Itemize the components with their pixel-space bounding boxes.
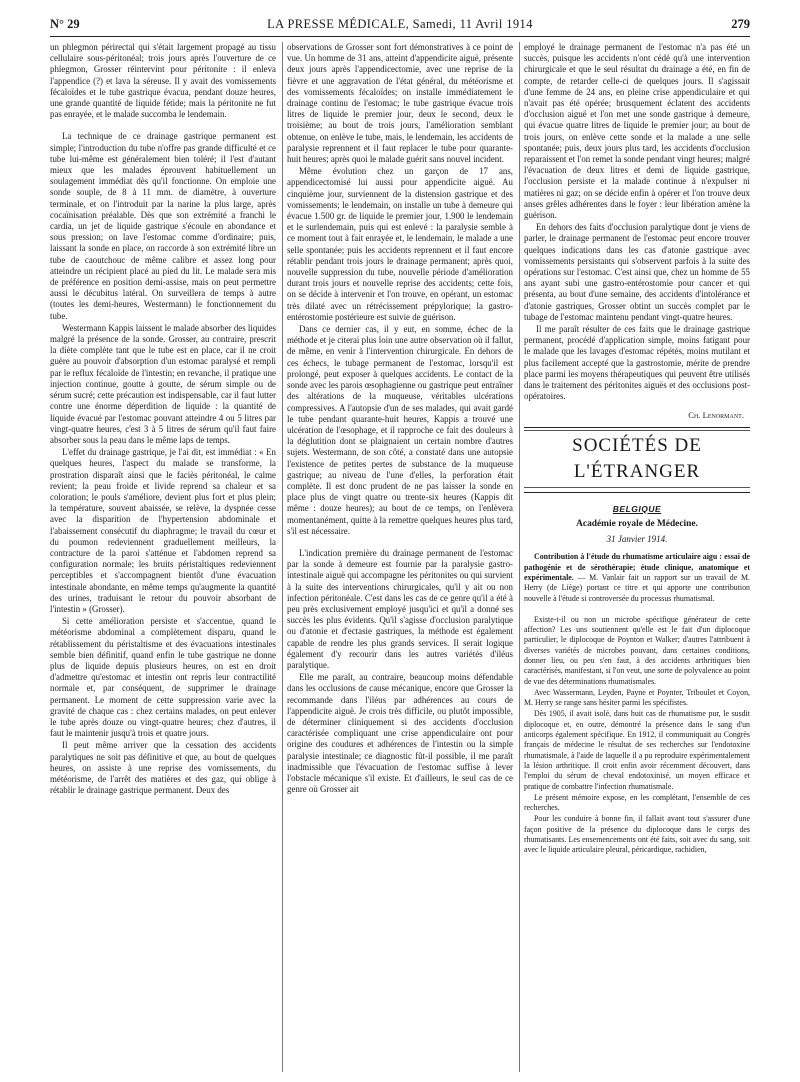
- journal-title: LA PRESSE MÉDICALE, Samedi, 11 Avril 1914: [267, 17, 533, 31]
- paragraph: La technique de ce drainage gastrique permanent est simple; l'introduction du tube n'offre pas grande difficulté et ce tube lui-même est généralement bien toléré; il l'est d'autant mieux que les malades éprouvent habituellement un soulagement immédiat dès qu'il fonctionne. On emploie une sonde souple, de 8 à 11 mm. de diamètre, à ouverture terminale, et on l'introduit par la narine la plus large, après cocaïnisation préalable. Dès que son extrémité a franchi le cardia, un jet de liquide gastrique s'écoule en abondance et sous pression; on lave l'estomac comme d'ordinaire; puis, laissant la sonde en place, on raccorde à son extrémité libre un tube de caoutchouc de même calibre et assez long pour atteindre un récipient placé au pied du lit. Le malade sera mis de préférence en position demi-assise, mais on peut permettre aussi le décubitus latéral. On surveillera de temps à autre (toutes les demi-heures, Westermann) le fonctionnement du tube.: [50, 131, 276, 321]
- column-divider: [282, 42, 283, 1072]
- paragraph: Il peut même arriver que la cessation des accidents paralytiques ne soit pas définitive et que, au bout de quelques heures, on assiste à une reprise des vomissements, du météorisme, de l'arrêt des matières et des gaz, qui oblige à rétablir le drainage gastrique permanent. Deux des: [50, 740, 276, 796]
- paragraph: Si cette amélioration persiste et s'accentue, quand le météorisme abdominal a complètement disparu, quand le rétablissement du péristaltisme et des évacuations intestinales semble bien définitif, quand enfin le tube gastrique ne donne plus de liquide depuis plusieurs heures, on est en droit d'admettre qu'estomac et intestin ont repris leur contractilité normale et, par conséquent, de supprimer le drainage permanent. Le moment de cette suppression varie avec la gravité de chaque cas : chez certains malades, on peut enlever le tube après douze ou vingt-quatre heures; chez d'autres, il faut le maintenir jusqu'à trois et quatre jours.: [50, 616, 276, 739]
- article-body: [524, 552, 750, 855]
- country-heading: BELGIQUE: [612, 503, 662, 514]
- text-column-1: [50, 42, 276, 1074]
- paragraph: En dehors des faits d'occlusion paralytique dont je viens de parler, le drainage permanent de l'estomac peut encore trouver quelques indications dans les cas d'atonie gastrique avec vomissements persistants qui s'observent parfois à la suite des opérations sur l'estomac. C'est ainsi que, chez un homme de 55 ans ayant subi une gastro-entérostomie pour cancer et qui présenta, au bout d'une semaine, des accidents d'intolérance et d'atonie gastriques, Grosser obtint un succès complet par le tubage de l'estomac maintenu pendant vingt-quatre heures.: [524, 222, 750, 322]
- paragraph: Le présent mémoire expose, en les complétant, l'ensemble de ces recherches.: [524, 792, 750, 813]
- paragraph: Westermann Kappis laissent le malade absorber des liquides malgré la présence de la sonde. Grosser, au contraire, prescrit la diète complète tant que le tube est en place, car il ne croit guère au pouvoir d'absorption d'un estomac paralysé et rempli par le reflux fécaloïde de l'intestin; en revanche, il pratique une injection continue, goutte à goutte, de sérum simple ou de sérum sucré; cette précaution est indispensable, car il faut lutter contre une énorme déperdition de liquide : la quantité de liquide évacué par l'estomac pouvant atteindre 4 ou 5 litres par vingt-quatre heures, c'est 3 à 5 litres de sérum qu'il faut faire absorber sous la peau dans le même laps de temps.: [50, 322, 276, 445]
- section-rule-top: [524, 427, 750, 428]
- paragraph: Même évolution chez un garçon de 17 ans, appendicectomisé lui aussi pour appendicite aiguë. Au cinquième jour, surviennent de la distension gastrique et des vomissements; le lendemain, on installe un tube à demeure qui évacue 1.500 gr. de liquide le premier jour, 1.900 le lendemain et le surlendemain, puis qui est enlevé : la paralysie semble à ce moment tout à fait enrayée et, le lendemain, le malade a une selle spontanée; puis les accidents reprennent et il faut encore rétablir pendant trois jours le drainage permanent; après quoi, nouvelle suppression du tube, nouvelle période d'amélioration durant trois jours et nouvelle reprise des accidents; cette fois, on se décide à intervenir et l'on trouve, en opérant, un estomac très dilaté avec un rétrécissement prépylorique; la gastro-entérostomie postérieure est suivie de guérison.: [287, 166, 513, 322]
- paragraph: employé le drainage permanent de l'estomac n'a pas été un succès, puisque les accidents n'ont cédé qu'à une intervention chirurgicale et que le seul résultat du drainage a été, en fin de compte, de retarder celle-ci de quelques jours. Il s'agissait d'une femme de 24 ans, en pleine crise appendiculaire et qui n'avait pas été opérée; brusquement éclatent des accidents d'occlusion aiguë et l'on met une sonde gastrique à demeure, qui évacue quatre litres de liquide le premier jour; au bout de trois jours, on enlève cette sonde et la malade a une selle spontanée; puis, deux jours plus tard, les accidents d'occlusion reparaissent et l'on remet la sonde pendant vingt heures; malgré l'évacuation de deux litres et demi de liquide gastrique, l'occlusion persiste et la malade continue à n'expulser ni matières ni gaz; on se décide enfin à opérer et l'on trouve deux anses grêles adhérentes dans le foyer : leur libération amène la guérison.: [524, 42, 750, 221]
- column-divider: [519, 42, 520, 1072]
- article-intro: — M. Vanlair fait un rapport sur un travail de M. Herry (de Liège) portant ce titre et qui apporte une contribution nouvelle à l'étude si controversée du processus rhumatismal.: [524, 572, 750, 603]
- article-lead: [524, 552, 750, 603]
- paragraph: L'effet du drainage gastrique, je l'ai dit, est immédiat : « En quelques heures, l'aspect du malade se transforme, la prostration disparaît ainsi que le faciès péritonéal, le calme revient; la peau froide et livide reprend sa chaleur et sa coloration; le pouls s'améliore, devient plus fort et plus plein; la température, souvent abaissée, se relève, la dyspnée cesse avec la disparition de l'hypertension abdominale et l'abaissement consécutif du diaphragme; le travail du cœur et du poumon redeviennent graduellement meilleurs, la contracture de la paroi s'atténue et l'abdomen reprend sa configuration normale; les bruits péristaltiques redeviennent perceptibles et s'accompagnent bientôt d'une évacuation intestinale abondante, en même temps qu'augmente la quantité des urines, traduisant le retour du pouvoir absorbant de l'intestin » (Grosser).: [50, 447, 276, 614]
- page-header: [50, 14, 750, 34]
- paragraph: Elle me paraît, au contraire, beaucoup moins défendable dans les occlusions de cause mécanique, encore que Grosser la recommande dans l'iléus par adhérences au cours de l'appendicite aiguë. Je crois très difficile, ou plutôt impossible, de déterminer cliniquement si des accidents d'occlusion caractérisée compliquant une crise appendiculaire ont pour origine des coudures et adhérences de l'intestin ou la simple paralysie intestinale; ce diagnostic fût-il possible, il me paraît inadmissible que l'évacuation de l'estomac suffise à lever l'obstacle mécanique s'il existe. Et d'ailleurs, le seul cas de ce genre où Grosser ait: [287, 672, 513, 795]
- paragraph: Il me paraît résulter de ces faits que le drainage gastrique permanent, procédé d'application simple, moins fatigant pour le malade que les lavages d'estomac répétés, moins mutilant et plus facilement accepté que la gastrostomie, mérite de prendre place parmi les moyens thérapeutiques qui peuvent être utilisés dans le traitement des péritonites aiguës et des occlusions post-opératoires.: [524, 324, 750, 402]
- section-rule-bottom-thin: [524, 487, 750, 488]
- academy-heading: Académie royale de Médecine.: [576, 518, 698, 529]
- paragraph: Pour les conduire à bonne fin, il fallait avant tout s'assurer d'une façon positive de la présence du diplocoque dans le corps des rhumatisants. Les ensemencements ont été faits, soit avec du sang, soit avec le liquide articulaire pleural, péricardique, rachidien,: [524, 814, 750, 855]
- text-column-3: [524, 42, 750, 1074]
- paragraph: Dans ce dernier cas, il y eut, en somme, échec de la méthode et je citerai plus loin une autre observation où il fallut, de même, en venir à l'intervention chirurgicale. En dehors de ces échecs, le tubage permanent de l'estomac, lorsqu'il est prolongé, peut exposer à quelques accidents. Le contact de la sonde avec les parois œsophagienne ou gastrique peut entraîner des altérations de la muqueuse, véritables ulcérations compressives. A l'autopsie d'un de ses malades, qui avait gardé le tube pendant quarante-huit heures, Kappis a trouvé une ulcération de l'œsophage, et il rapproche ce fait des douleurs à la déglutition dont se plaignaient un certain nombre d'autres sujets. Westermann, de son côté, a constaté dans une autopsie l'existence de petites pertes de substance de la muqueuse gastrique; au niveau de l'une d'elles, la perforation était complète. Il est donc prudent de ne pas laisser la sonde en place plus de vingt quatre ou trente-six heures (Kappis dit même : douze heures); au bout de ce temps, on l'enlèvera momentanément, quitte à la remettre quelques heures plus tard, s'il est nécessaire.: [287, 324, 513, 536]
- header-rule: [50, 36, 750, 37]
- paragraph: observations de Grosser sont fort démonstratives à ce point de vue. Un homme de 31 ans, atteint d'appendicite aiguë, présente deux jours après l'appendicectomie, avec une reprise de la fièvre et une aggravation de l'état général, du météorisme et des vomissements fécaloïdes; on installe immédiatement le drainage continu de l'estomac; le tube gastrique évacue trois litres de liquide le premier jour, deux le second, deux le troisième; au bout de trois jours, l'amélioration semblant obtenue, on enlève le tube, mais, le lendemain, les accidents de paralysie reprennent et il faut replacer le tube pour quarante-huit heures; après quoi le malade guérit sans nouvel incident.: [287, 42, 513, 165]
- session-date: 31 Janvier 1914.: [606, 534, 668, 545]
- page-number-left: N° 29: [50, 17, 80, 31]
- text-column-2: [287, 42, 513, 1074]
- paragraph: Avec Wassermann, Leyden, Payne et Poynter, Triboulet et Coyon, M. Herry se range sans hésiter parmi les spécifistes.: [524, 687, 750, 708]
- paragraph: Existe-t-il ou non un microbe spécifique générateur de cette affection? Les uns soutiennent qu'elle est le fait d'un diplocoque particulier, le diplocoque de Poynton et Walker; d'autres l'attribuent à diverses variétés de microbes pouvant, dans certaines conditions, donner lieu, ou peu s'en faut, à des accidents arthritiques bien caractérisés, manifestant, si l'on veut, une sorte de polyvalence au point de vue des déterminations rhumatismales.: [524, 614, 750, 686]
- section-rule-bottom: [524, 492, 750, 493]
- paragraph: Dès 1905, il avait isolé, dans huit cas de rhumatisme pur, le susdit diplocoque et, en outre, démontré la présence dans le sang d'un anticorps également spécifique. En 1912, il communiquait au Congrès français de médecine le résultat de ses recherches sur l'endotoxine rhumatismale, à l'aide de laquelle il a pu reproduire expérimentalement la lésion arthritique. Il croit enfin avoir récemment découvert, dans l'emploi du sérum de cheval endotoxinisé, un moyen efficace et pratique de combattre l'infection rhumatismale.: [524, 709, 750, 791]
- paragraph: un phlegmon périrectal qui s'était largement propagé au tissu cellulaire sous-péritonéal; trois jours après l'ouverture de ce phlegmon, Grosser réintervint pour péritonite : il enleva l'appendice (?) et lava la séreuse. Il y avait des vomissements fécaloïdes et le tube gastrique évacua, pendant douze heures, une grande quantité de liquide fétide; mais la péritonite ne fut pas enrayée, et le malade succomba le lendemain.: [50, 42, 276, 120]
- section-rule-top-thin: [524, 430, 750, 431]
- paragraph: L'indication première du drainage permanent de l'estomac par la sonde à demeure est fournie par la paralysie gastro-intestinale aiguë qui accompagne les péritonites ou qui survient à la suite des interventions chirurgicales, qu'il y ait ou non infection péritonéale. C'est dans les cas de ce genre qu'il a été à peu près exclusivement employé jusqu'ici et qu'il a donné ses succès les plus évidents. Qu'il s'agisse d'occlusion paralytique ou d'atonie et d'ectasie gastriques, la méthode est également capable de rendre les plus grands services. Il serait logique également d'y recourir dans les autres variétés d'iléus paralytique.: [287, 547, 513, 670]
- section-title: SOCIÉTÉS DE L'ÉTRANGER: [572, 434, 702, 482]
- article-title: Contribution à l'étude du rhumatisme articulaire aigu : essai de pathogénie et de sérothérapie; étude clinique, anatomique et expérimentale.: [524, 552, 750, 582]
- author-signature: Ch. Lenormant.: [688, 409, 744, 420]
- page-number-right: 279: [731, 17, 750, 31]
